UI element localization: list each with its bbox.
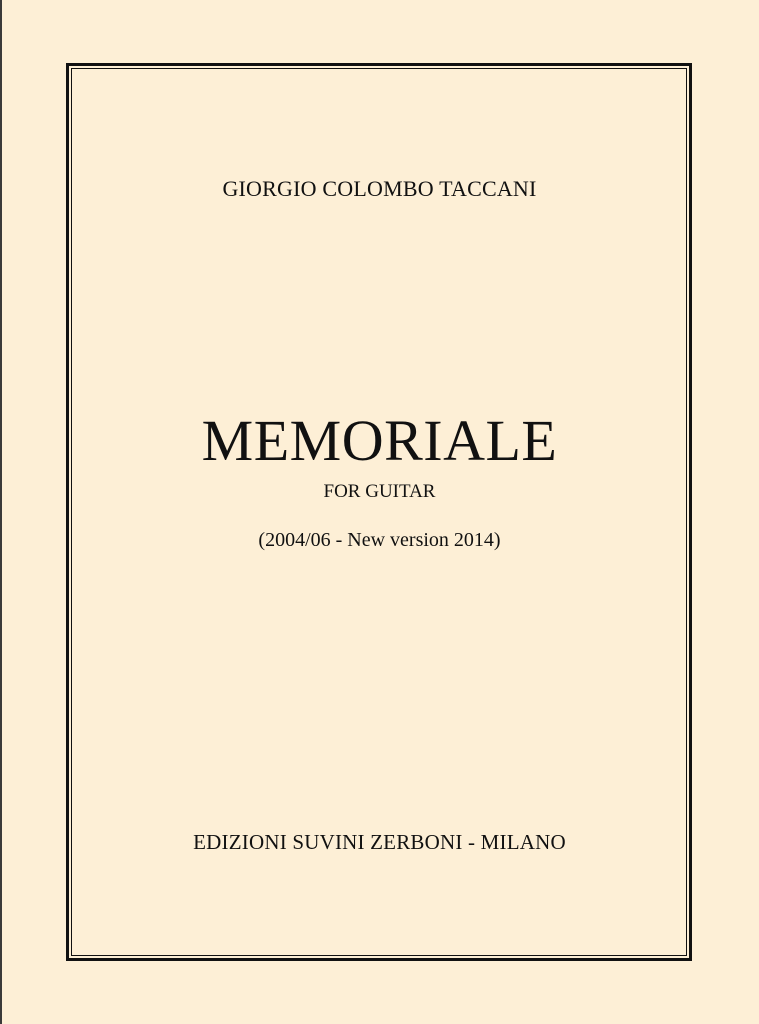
cover-inner-border <box>71 68 687 956</box>
work-title: MEMORIALE <box>201 408 558 473</box>
publisher-name: EDIZIONI SUVINI ZERBONI - MILANO <box>193 830 566 854</box>
instrumentation: FOR GUITAR <box>323 481 436 502</box>
composer-name: GIORGIO COLOMBO TACCANI <box>222 176 537 201</box>
composition-dates: (2004/06 - New version 2014) <box>258 529 501 551</box>
page-edge-line <box>0 0 2 1024</box>
